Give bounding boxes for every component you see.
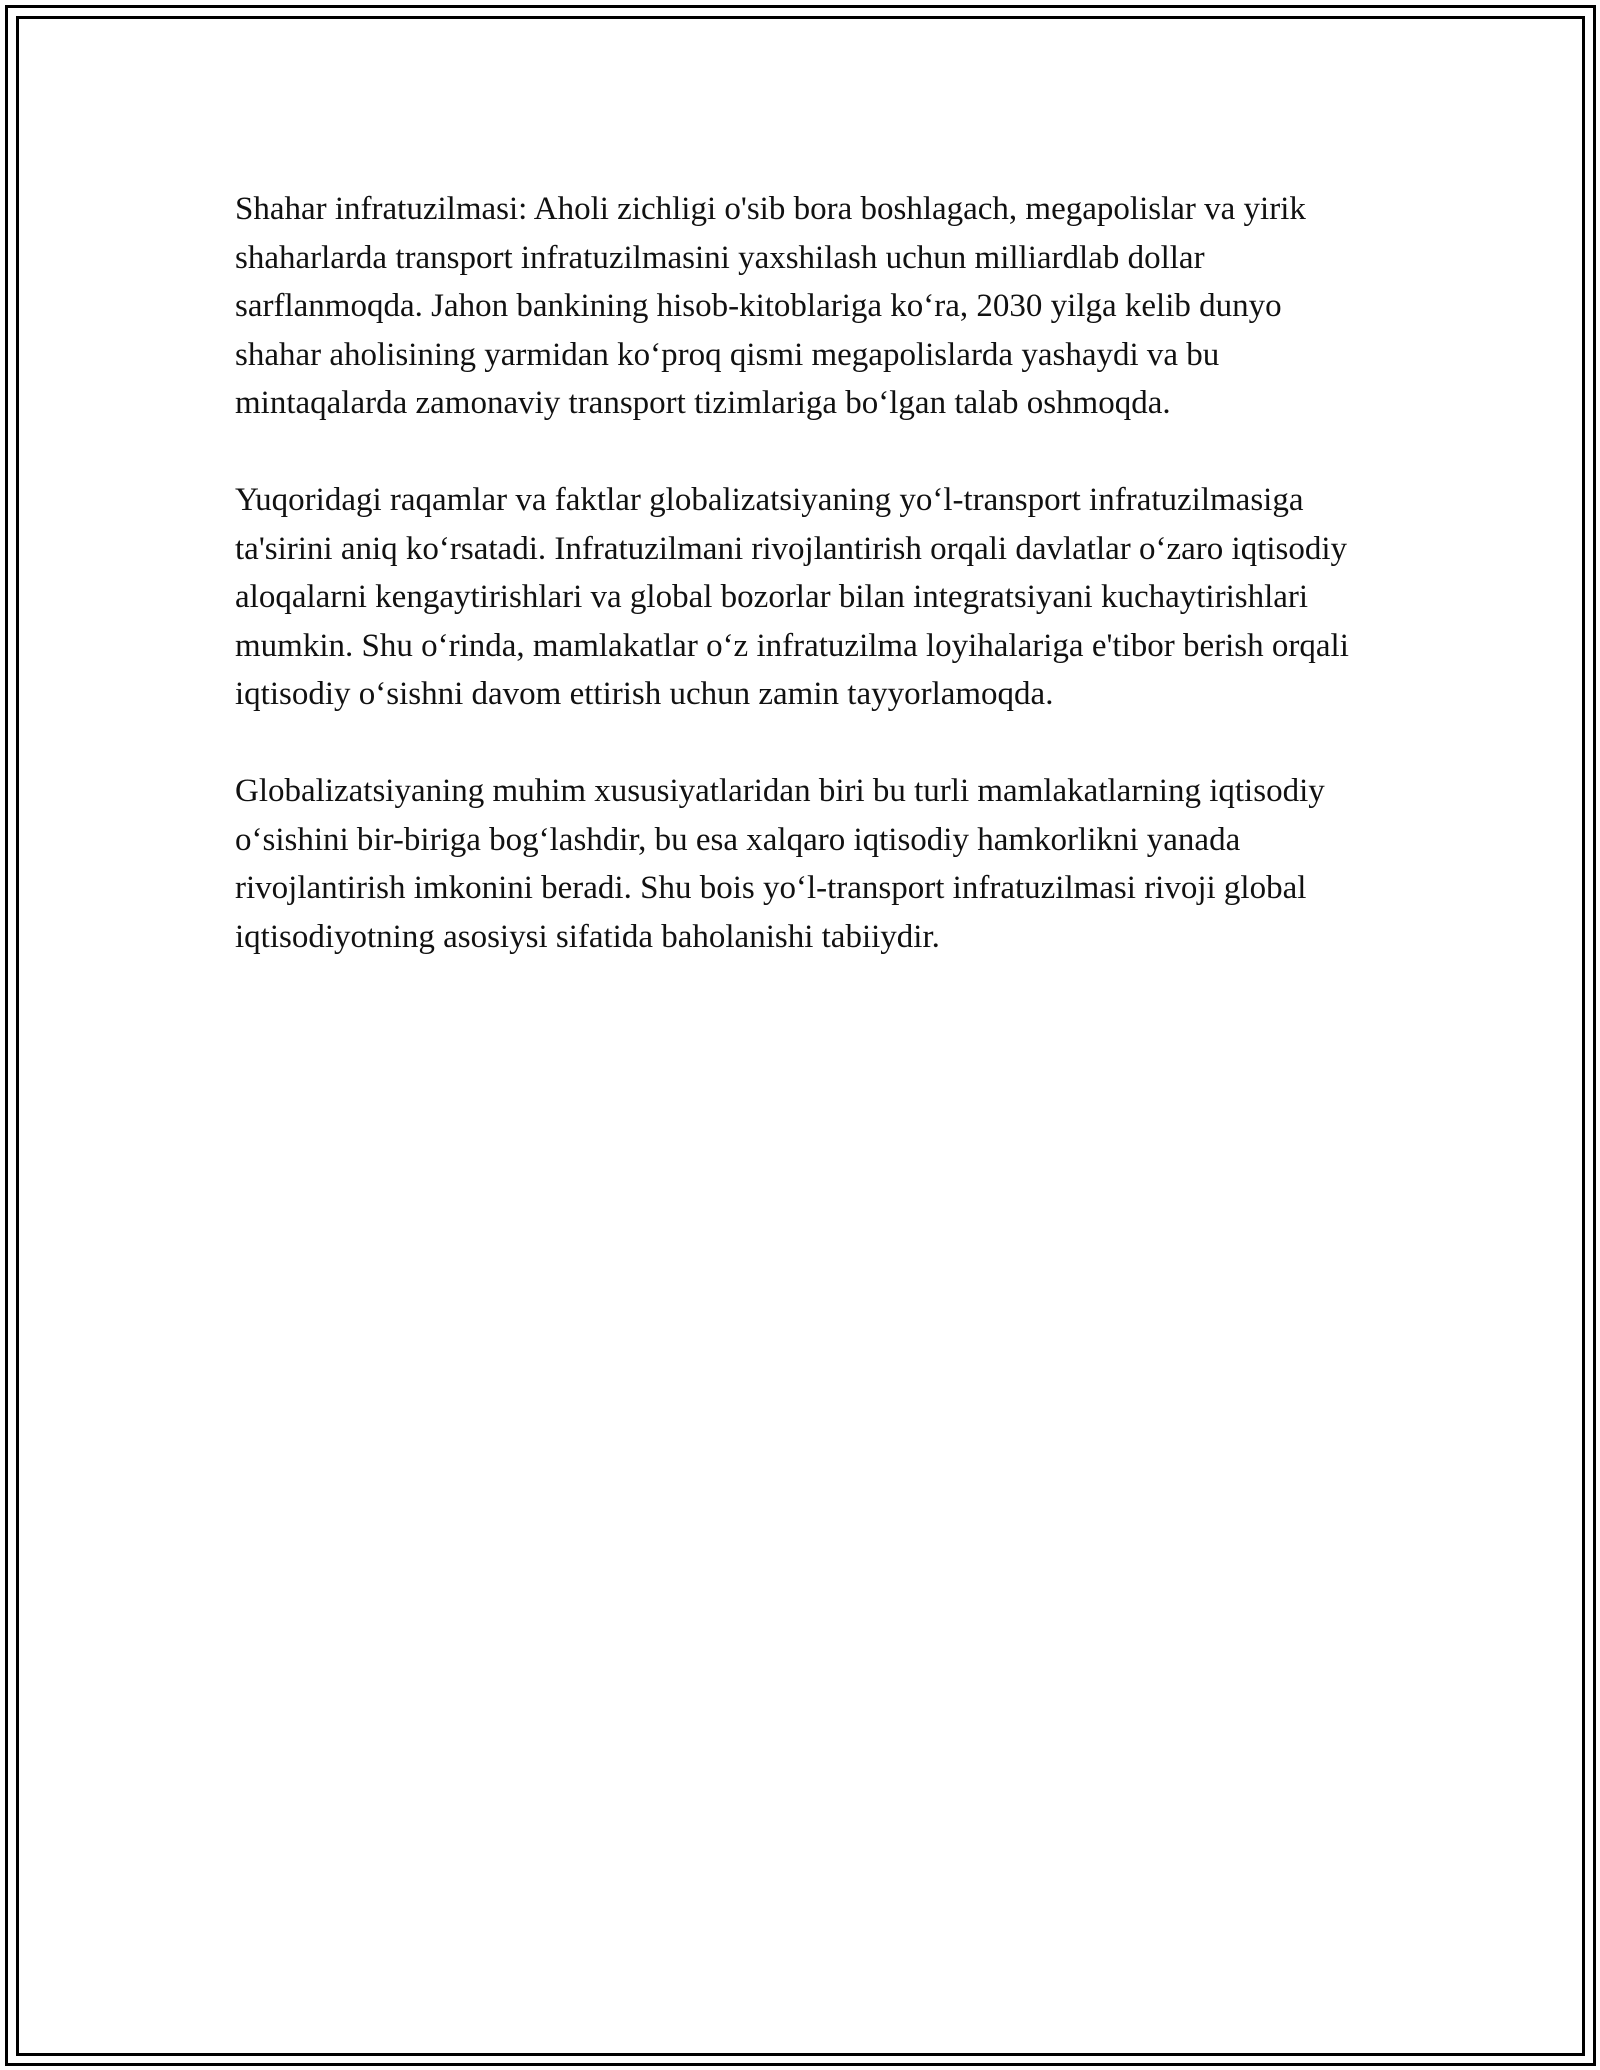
paragraph-urban-infrastructure: Shahar infratuzilmasi: Aholi zichligi o'sib bora boshlagach, megapolislar va yirik shaharlarda transport infratuzilmasini yaxshilash uchun milliardlab dollar sarflanmoqda. Jahon bankining hisob-kitoblariga koʻra, 2030 yilga kelib dunyo shahar aholisining yarmidan koʻproq qismi megapolislarda yashaydi va bu mintaqalarda zamonaviy transport tizimlariga boʻlgan talab oshmoqda. bbox=[235, 191, 1306, 421]
document-body bbox=[235, 185, 1375, 1010]
paragraph-globalization-impact: Yuqoridagi raqamlar va faktlar globalizatsiyaning yoʻl-transport infratuzilmasiga ta'sirini aniq koʻrsatadi. Infratuzilmani rivojlantirish orqali davlatlar oʻzaro iqtisodiy aloqalarni kengaytirishlari va global bozorlar bilan integratsiyani kuchaytirishlari mumkin. Shu oʻrinda, mamlakatlar oʻz infratuzilma loyihalariga e'tibor berish orqali iqtisodiy oʻsishni davom ettirish uchun zamin tayyorlamoqda. bbox=[235, 482, 1349, 712]
paragraph-economic-integration: Globalizatsiyaning muhim xususiyatlaridan biri bu turli mamlakatlarning iqtisodiy oʻsishini bir-biriga bogʻlashdir, bu esa xalqaro iqtisodiy hamkorlikni yanada rivojlantirish imkonini beradi. Shu bois yoʻl-transport infratuzilmasi rivoji global iqtisodiyotning asosiysi sifatida baholanishi tabiiydir. bbox=[235, 773, 1325, 955]
